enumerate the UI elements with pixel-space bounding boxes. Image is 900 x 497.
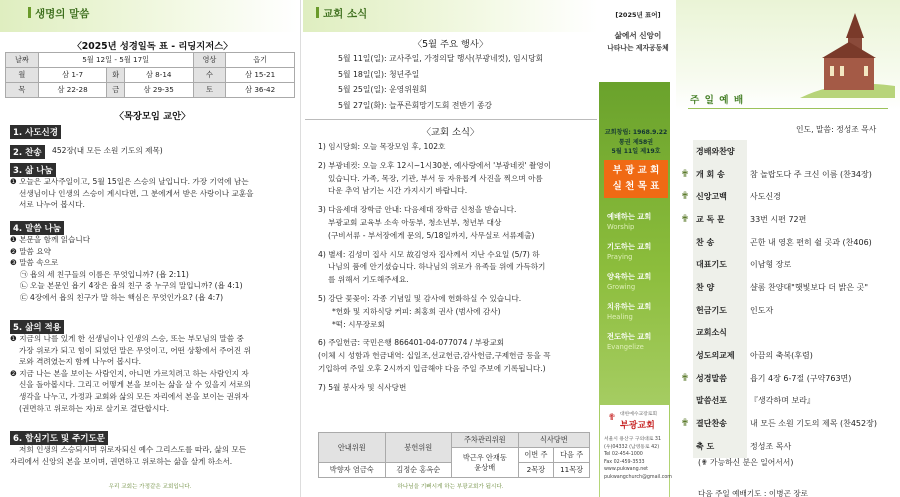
stand-note: (✟ 가능하신 분은 일어서서) xyxy=(698,458,794,467)
cell: 박근우 안재동 xyxy=(462,452,507,462)
worship-detail: 곤한 내 영혼 편히 쉴 곳과 (찬406) xyxy=(750,237,872,247)
cell: 수 xyxy=(193,68,226,83)
worship-detail: 샬롬 찬양대"햇빛보다 더 밝은 곳" xyxy=(750,282,868,292)
cell: 삼 22-28 xyxy=(38,83,107,98)
address xyxy=(604,436,672,481)
goal-worship xyxy=(607,212,651,232)
line: 생각을 나누고, 가정과 교회와 삶의 모든 자리에서 본을 보이는 권위자 xyxy=(19,391,249,401)
worship-row xyxy=(677,299,897,322)
news-item: 3) 다음세대 장학금 안내: 다음세대 장학금 신청을 받습니다. xyxy=(318,205,517,215)
worship-detail: 아끔의 축복(후렴) xyxy=(750,351,813,361)
worship-item: 축 도 xyxy=(693,435,747,458)
section-apply: 5. 삶의 적용 xyxy=(10,320,64,334)
event-item: 5월 11일(일): 교사주일, 가정의달 행사(부광네컷), 임시당회 xyxy=(338,54,544,63)
church-logo: 부광교회 xyxy=(620,421,655,431)
word-text xyxy=(10,234,300,304)
question: ㉡ 오늘 본문인 욥기 4장은 욥의 친구 중 누구의 말입니까? (욥 4:1) xyxy=(20,281,243,291)
worship-row xyxy=(677,253,897,276)
volunteer-table xyxy=(318,432,590,478)
worship-item: 개 회 송 xyxy=(693,163,747,186)
cell: 읍기 xyxy=(226,53,295,68)
worship-detail xyxy=(747,140,897,163)
worship-row xyxy=(677,367,897,390)
leader: 인도, 말씀: 정성조 목사 xyxy=(796,125,877,134)
motto-line-1: 삶에서 신앙이 xyxy=(614,31,662,40)
line: ❶ 오늘은 교사주일이고, 5월 15일은 스승의 날입니다. 가장 기억에 남는 xyxy=(10,177,249,186)
line: ❷ 지금 나는 본을 보이는 사람인지, 아니면 가르치려고 하는 사람인지 자 xyxy=(10,368,249,378)
section-tag-word: 생명의 말씀 xyxy=(28,6,89,21)
goal-healing xyxy=(607,302,651,322)
cross-icon: ✟ xyxy=(608,413,616,423)
worship-row xyxy=(677,344,897,367)
section-tag-news: 교회 소식 xyxy=(316,6,367,21)
goal-en: Evangelize xyxy=(607,343,644,351)
news-item: 1) 임시당회: 오늘 목장모임 후, 102호 xyxy=(318,142,446,151)
footer-2: 하나님을 기뻐시게 하는 부광교회가 됩시다. xyxy=(397,484,504,490)
goal-en: Worship xyxy=(607,223,635,231)
cell: 5월 12일 - 5월 17일 xyxy=(38,53,193,68)
stand-icon: ✟ xyxy=(680,191,690,203)
line: 를 위해서 기도해주세요. xyxy=(328,275,409,285)
cell: 삼 36-42 xyxy=(226,83,295,98)
motto-line-2: 나타나는 제자공동체 xyxy=(607,44,669,52)
news-item: 5) 강단 꽃꽂이: 각종 기념일 및 감사에 헌화하실 수 있습니다. xyxy=(318,293,522,303)
worship-detail: 33번 시편 72편 xyxy=(750,214,807,224)
goal-en: Healing xyxy=(607,313,633,321)
line: ❶ 본문을 함께 읽습니다 xyxy=(10,235,91,244)
question: ㉢ 4장에서 욥의 친구가 말 하는 핵심은 무엇인가요? (욥 4:7) xyxy=(20,292,224,302)
cell: 토 xyxy=(193,83,226,98)
th: 주차관리위원 xyxy=(452,433,519,448)
question: ㉠ 욥의 세 친구들의 이름은 무엇입니까? (욥 2:11) xyxy=(20,269,189,279)
worship-detail: 내 모든 소원 기도의 제목 (찬452장) xyxy=(750,419,877,429)
worship-row xyxy=(677,435,897,458)
worship-row xyxy=(677,322,897,345)
addr-line: Tel 02-454-1000 xyxy=(604,452,643,457)
worship-row xyxy=(677,276,897,299)
cell: 삼 15-21 xyxy=(226,68,295,83)
line: *헌화 및 지하식당 커피: 최홍희 권사 (범사에 감사) xyxy=(332,306,501,316)
th: 봉헌위원 xyxy=(385,433,452,463)
founding: 교회창립: 1968.9.22 xyxy=(604,129,668,136)
guide-title: 〈목장모임 교안〉 xyxy=(114,111,191,122)
addr-line: pukwangchurch@gmail.com xyxy=(604,474,672,480)
worship-item: 헌금기도 xyxy=(693,299,747,322)
worship-row xyxy=(677,412,897,435)
line: 나님의 품에 안기셨습니다. 하나님의 위로가 유족들 위에 가득하기 xyxy=(328,262,546,272)
stand-icon xyxy=(677,344,693,367)
line: 선생님이나 인생의 스승이 계시다면, 그 분에게서 받은 사랑이나 교훈을 xyxy=(19,188,254,198)
addr-line: www.pukwang.net xyxy=(604,467,649,472)
stand-icon xyxy=(677,276,693,299)
th: 안내위원 xyxy=(319,433,386,463)
order-of-worship xyxy=(677,140,897,458)
line: ❸ 말씀 속으로 xyxy=(10,258,59,268)
section-word: 4. 말씀 나눔 xyxy=(10,221,64,235)
addr-line: (우)04332 (남영동로 42) xyxy=(604,444,660,450)
worship-item: 성도의교제 xyxy=(693,344,747,367)
stand-icon xyxy=(677,140,693,163)
worship-row xyxy=(677,208,897,231)
addr-line: 서울시 용산구 구의대로 31 xyxy=(604,437,662,442)
addr-line: Fax 02-459-3533 xyxy=(604,459,645,465)
worship-detail: 참 놀랍도다 주 크신 이름 (찬34장) xyxy=(750,169,872,179)
worship-item: 신앙고백 xyxy=(693,185,747,208)
line: 가장 위로가 되고 힘이 되었던 말은 무엇이고, 어떤 상황에서 주어진 위 xyxy=(19,345,251,355)
worship-item: 찬 양 xyxy=(693,276,747,299)
worship-item: 대표기도 xyxy=(693,253,747,276)
line: 로와 격려였는지 함께 나누어 봅시다. xyxy=(19,357,142,367)
cell: 영상 xyxy=(193,53,226,68)
goal-ko: 예배하는 교회 xyxy=(607,212,652,221)
line: (구비서류 - 부서장에게 문의, 5/18일까지, 사무실로 서류제출) xyxy=(328,230,535,240)
news-item: 7) 5월 봉사자 및 식사당번 xyxy=(318,382,407,392)
event-item: 5월 18일(일): 청년주일 xyxy=(338,69,420,79)
worship-item: 교 독 문 xyxy=(693,208,747,231)
line: 서로 나누어 봅시다. xyxy=(19,200,85,210)
stand-icon: ✟ xyxy=(680,372,690,384)
goal-en: Growing xyxy=(607,283,636,291)
line: 다운 추억 남기는 시간 가지시기 바랍니다. xyxy=(328,186,468,196)
news-item: 2) 부광네컷: 오늘 오후 12시~1시30분, 예사랑에서 '부광네컷' 촬영이 xyxy=(318,160,552,170)
stand-icon xyxy=(677,322,693,345)
denomination: 대한예수교장로회 xyxy=(620,412,658,417)
stand-icon xyxy=(677,231,693,254)
motto-year: [2025년 표어] xyxy=(615,11,661,19)
line: 저희 인생의 스승되시며 위로자되신 예수 그리스도를 따라, 삶의 모든 xyxy=(19,445,247,454)
line: 기입하여 주일 오후 2시까지 입금해야 다음 주일 주보에 기록됩니다.) xyxy=(318,363,546,373)
worship-item: 교회소식 xyxy=(693,322,747,345)
goal-ko: 양육하는 교회 xyxy=(607,272,652,281)
worship-row xyxy=(677,390,897,413)
goal-box-line: 실 천 목 표 xyxy=(612,181,660,192)
reading-table xyxy=(5,52,295,98)
line: (권면하고 위로하는 자)로 살기로 결단합시다. xyxy=(19,403,170,413)
line: ❷ 말씀 요약 xyxy=(10,246,51,256)
goal-box xyxy=(604,160,668,198)
section-hymn: 2. 찬송 xyxy=(10,145,45,159)
goal-ko: 전도하는 교회 xyxy=(607,332,652,341)
worship-row xyxy=(677,163,897,186)
th: 이번 주 xyxy=(518,448,554,463)
worship-row xyxy=(677,140,897,163)
worship-detail: 욥기 4장 6-7절 (구약763면) xyxy=(750,373,852,383)
worship-detail: 정성조 목사 xyxy=(750,441,792,451)
church-info xyxy=(603,128,669,157)
event-item: 5월 25일(일): 운영위원회 xyxy=(338,85,427,94)
event-item: 5월 27일(화): 늘푸른회망기도회 전반기 종강 xyxy=(338,100,493,110)
cell: 11목장 xyxy=(554,463,590,478)
worship-detail: 인도자 xyxy=(750,305,774,315)
rule xyxy=(305,119,597,120)
line: 자리에서 신앙의 본을 보이며, 권면하고 위로하는 삶을 살게 하소서. xyxy=(10,456,233,466)
th: 다음 주 xyxy=(554,448,590,463)
stand-icon xyxy=(677,435,693,458)
cell: 2목장 xyxy=(518,463,554,478)
cell: 박향자 염금숙 xyxy=(319,463,386,478)
divider xyxy=(300,0,301,497)
worship-title: 주 일 예 배 xyxy=(690,95,745,106)
cell: 윤상배 xyxy=(474,462,496,472)
news-item: 6) 주일헌금: 국민은행 866401-04-077074 / 부광교회 xyxy=(318,338,505,348)
worship-detail: 이남형 장로 xyxy=(750,260,792,270)
cell: 화 xyxy=(107,68,125,83)
line: 신을 돌아봅시다. 그리고 어떻게 본을 보이는 삶을 살 수 있을지 서로의 xyxy=(19,380,251,390)
worship-detail: 『생각하며 보라』 xyxy=(750,396,815,406)
worship-detail xyxy=(747,322,897,345)
th: 식사당번 xyxy=(518,433,589,448)
goal-box-line: 부 광 교 회 xyxy=(612,165,660,176)
goal-ko: 치유하는 교회 xyxy=(607,302,652,311)
goal-en: Praying xyxy=(607,253,633,261)
cell: 삼 1-7 xyxy=(38,68,107,83)
worship-item: 결단찬송 xyxy=(693,412,747,435)
cell: 날짜 xyxy=(6,53,39,68)
line: (이체 시 성함과 헌금내역: 십일조,선교헌금,감사헌금,구제헌금 등을 꼭 xyxy=(318,351,551,361)
stand-icon xyxy=(677,299,693,322)
cell: 금 xyxy=(107,83,125,98)
section-prayer: 6. 합심기도 및 주기도문 xyxy=(10,431,108,445)
issue: 5월 11일 제19호 xyxy=(611,148,661,156)
cell: 삼 29-35 xyxy=(124,83,193,98)
stand-icon: ✟ xyxy=(680,418,690,430)
line: 있습니다. 가족, 목장, 기관, 부서 등 자유롭게 사진을 찍으며 아름 xyxy=(328,173,543,183)
goal-ko: 기도하는 교회 xyxy=(607,242,652,251)
news-item: 4) 별세: 김성미 집사 시모 故김영자 집사께서 지난 수요일 (5/7) 하 xyxy=(318,249,540,259)
events-list xyxy=(338,51,543,113)
stand-icon: ✟ xyxy=(680,168,690,180)
reading-table-title: 〈2025년 성경일독 표 - 리딩지저스〉 xyxy=(72,41,233,52)
apply-text xyxy=(10,333,302,414)
stand-icon: ✟ xyxy=(680,213,690,225)
rule xyxy=(688,108,888,109)
worship-item: 말씀선포 xyxy=(693,390,747,413)
stand-icon xyxy=(677,253,693,276)
church-building-icon xyxy=(800,8,895,98)
volume: 통권 제58권 xyxy=(618,138,654,146)
goal-evangelize xyxy=(607,332,651,352)
goal-growing xyxy=(607,272,651,292)
worship-item: 경배와찬양 xyxy=(693,140,747,163)
cell: 월 xyxy=(6,68,39,83)
cell: 김정순 홍옥순 xyxy=(385,463,452,478)
share-text xyxy=(10,176,300,211)
next-prayer: 다음 주일 예배기도 : 이병곤 장로 xyxy=(698,489,808,497)
worship-item: 찬 송 xyxy=(693,231,747,254)
worship-item: 성경말씀 xyxy=(693,367,747,390)
goal-praying xyxy=(607,242,651,262)
stand-icon xyxy=(677,390,693,413)
line: *떡: 시무장로회 xyxy=(332,319,385,329)
prayer-text xyxy=(10,444,302,467)
cell: 목 xyxy=(6,83,39,98)
worship-detail: 사도신경 xyxy=(750,192,781,202)
hymn-text: 452장(내 모든 소원 기도의 제목) xyxy=(52,146,163,155)
section-share: 3. 삶 나눔 xyxy=(10,163,56,177)
news-list xyxy=(318,141,596,395)
footer-1: 우리 교회는 가정같은 교회입니다. xyxy=(108,484,192,490)
news-title: 〈교회 소식〉 xyxy=(421,127,480,138)
line: ❶ 지금의 나를 있게 한 선생님이나 인생의 스승, 또는 부모님의 말씀 중 xyxy=(10,334,244,343)
worship-row xyxy=(677,185,897,208)
worship-row xyxy=(677,231,897,254)
line: 부광교회 교육부 소속 아동부, 청소년부, 청년부 대상 xyxy=(328,217,502,227)
cell: 삼 8-14 xyxy=(124,68,193,83)
section-creed: 1. 사도신경 xyxy=(10,125,61,139)
events-title: 〈5월 주요 행사〉 xyxy=(412,39,489,50)
